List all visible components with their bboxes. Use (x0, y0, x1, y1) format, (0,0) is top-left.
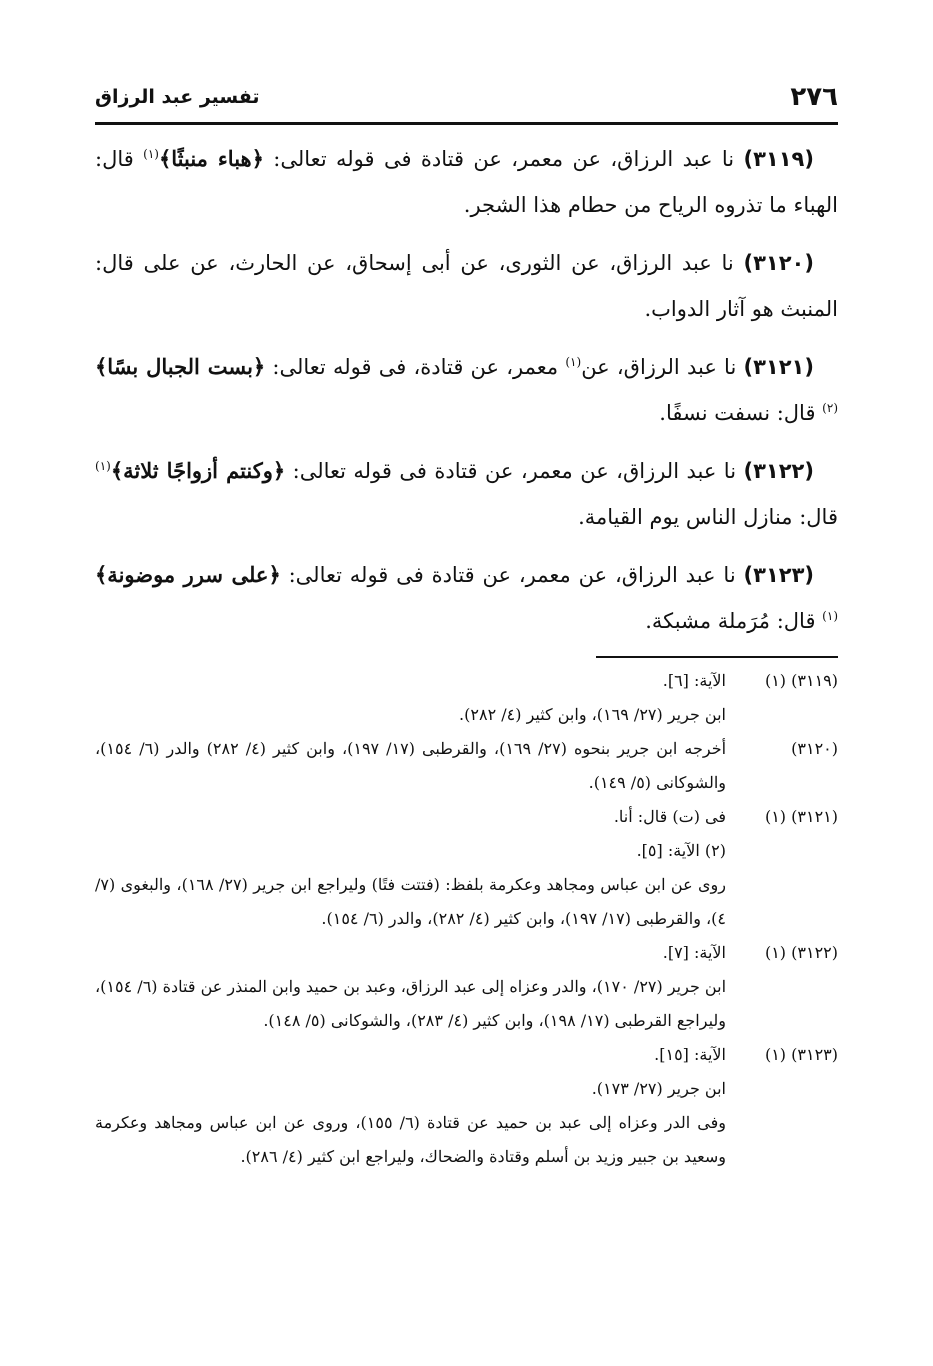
footnote-ref: (١) (822, 609, 838, 623)
entry-number: (٣١٢٢) (743, 459, 814, 483)
entry-text: قال: الهباء ما تذروه الرياح من حطام هذا الشجر. (95, 147, 838, 217)
footnote-key: (٣١٢٢) (١) (764, 943, 838, 962)
quran-verse: ﴿وكنتم أزواجًا ثلاثة﴾ (110, 458, 286, 483)
entry-number: (٣١٢١) (743, 355, 814, 379)
entry-number: (٣١١٩) (743, 147, 814, 171)
footnote-head: الآية: [١٥]. (654, 1045, 726, 1064)
footnote-ref: (١) (143, 147, 159, 161)
footnote-head: الآية: [٧]. (662, 943, 726, 962)
footnote-key: (٣١١٩) (١) (764, 671, 838, 690)
entry-text: قال: مُرَملة مشبكة. (645, 609, 823, 633)
entry-text: نا عبد الرزاق، عن معمر، عن قتادة فى قوله تعالى: (280, 563, 744, 587)
running-title: تفسير عبد الرزاق (95, 86, 260, 108)
footnote-text: أخرجه ابن جرير بنحوه (٢٧/ ١٦٩)، والقرطبى (١٧/ ١٩٧)، وابن كثير (٤/ ٢٨٢) والدر (٦/ ١٥٤)، والشوكانى (٥/ ١٤٩). (95, 739, 727, 792)
entry-3123 (95, 552, 838, 644)
footnote-3120 (95, 732, 838, 800)
page-header (95, 80, 838, 116)
entry-3119 (95, 136, 838, 228)
quran-verse: ﴿بست الجبال بسًا﴾ (95, 354, 266, 379)
main-text (95, 136, 838, 656)
entry-3122 (95, 448, 838, 540)
footnote-ref: (١) (565, 355, 582, 369)
entry-text: نا عبد الرزاق، عن الثورى، عن أبى إسحاق، عن الحارث، عن على قال: المنبث هو آثار الدواب. (95, 251, 838, 321)
footnote-head: الآية: [٦]. (662, 671, 726, 690)
entry-text: نا عبد الرزاق، عن (581, 355, 744, 379)
footnote-head: (٢) الآية: [٥]. (636, 841, 726, 860)
footnote-text: روى عن ابن عباس ومجاهد وعكرمة بلفظ: (فتتت فتًا) وليراجع ابن جرير (٢٧/ ١٦٨)، والبغوى (٧/ ٤)، والقرطبى (١٧/ ١٩٧)، وابن كثير (٤/ ٢٨٢)، والدر (٦/ ١٥٤). (95, 875, 727, 928)
footnote-ref: (١) (95, 459, 111, 473)
footnote-ref: (٢) (822, 401, 838, 415)
page-number: ٢٧٦ (790, 82, 838, 112)
entry-number: (٣١٢٠) (743, 251, 814, 275)
quran-verse: ﴿هباء منبثًا﴾ (158, 146, 264, 171)
entry-text: قال: منازل الناس يوم القيامة. (578, 505, 838, 529)
footnote-rule (596, 656, 838, 658)
footnote-text: ابن جرير (٢٧/ ١٧٠)، والدر وعزاه إلى عبد الرزاق، وعبد بن حميد وابن المنذر عن قتادة (٦/ ١٥٤)، وليراجع القرطبى (١٧/ ١٩٨)، وابن كثير (٤/ ٢٨٣)، والشوكانى (٥/ ١٤٨). (95, 977, 727, 1030)
quran-verse: ﴿على سرر موضونة﴾ (95, 562, 281, 587)
footnote-3122 (95, 936, 838, 1038)
entry-text: نا عبد الرزاق، عن معمر، عن قتادة فى قوله تعالى: (285, 459, 744, 483)
footnote-text: ابن جرير (٢٧/ ١٦٩)، وابن كثير (٤/ ٢٨٢). (459, 705, 726, 724)
entry-text: نا عبد الرزاق، عن معمر، عن قتادة فى قوله تعالى: (263, 147, 744, 171)
footnote-text: وفى الدر وعزاه إلى عبد بن حميد عن قتادة (٦/ ١٥٥)، وروى عن ابن عباس ومجاهد وعكرمة وسعيد بن جبير وزيد بن أسلم وقتادة والضحاك، وليراجع ابن كثير (٤/ ٢٨٦). (95, 1113, 726, 1166)
footnote-3123 (95, 1038, 838, 1174)
footnote-key: (٣١٢١) (١) (764, 807, 838, 826)
entry-3120 (95, 240, 838, 332)
entry-text: معمر، عن قتادة، فى قوله تعالى: (265, 355, 566, 379)
entry-text: قال: نسفت نسفًا. (659, 401, 823, 425)
footnote-head: فى (ت) قال: أنا. (613, 807, 726, 826)
entry-3121 (95, 344, 838, 436)
footnote-key: (٣١٢٣) (١) (764, 1045, 838, 1064)
header-rule (95, 122, 838, 125)
footnote-3121 (95, 800, 838, 936)
footnotes (95, 664, 838, 1174)
footnote-3119 (95, 664, 838, 732)
entry-number: (٣١٢٣) (743, 563, 815, 587)
footnote-key: (٣١٢٠) (791, 739, 838, 758)
footnote-text: ابن جرير (٢٧/ ١٧٣). (591, 1079, 726, 1098)
